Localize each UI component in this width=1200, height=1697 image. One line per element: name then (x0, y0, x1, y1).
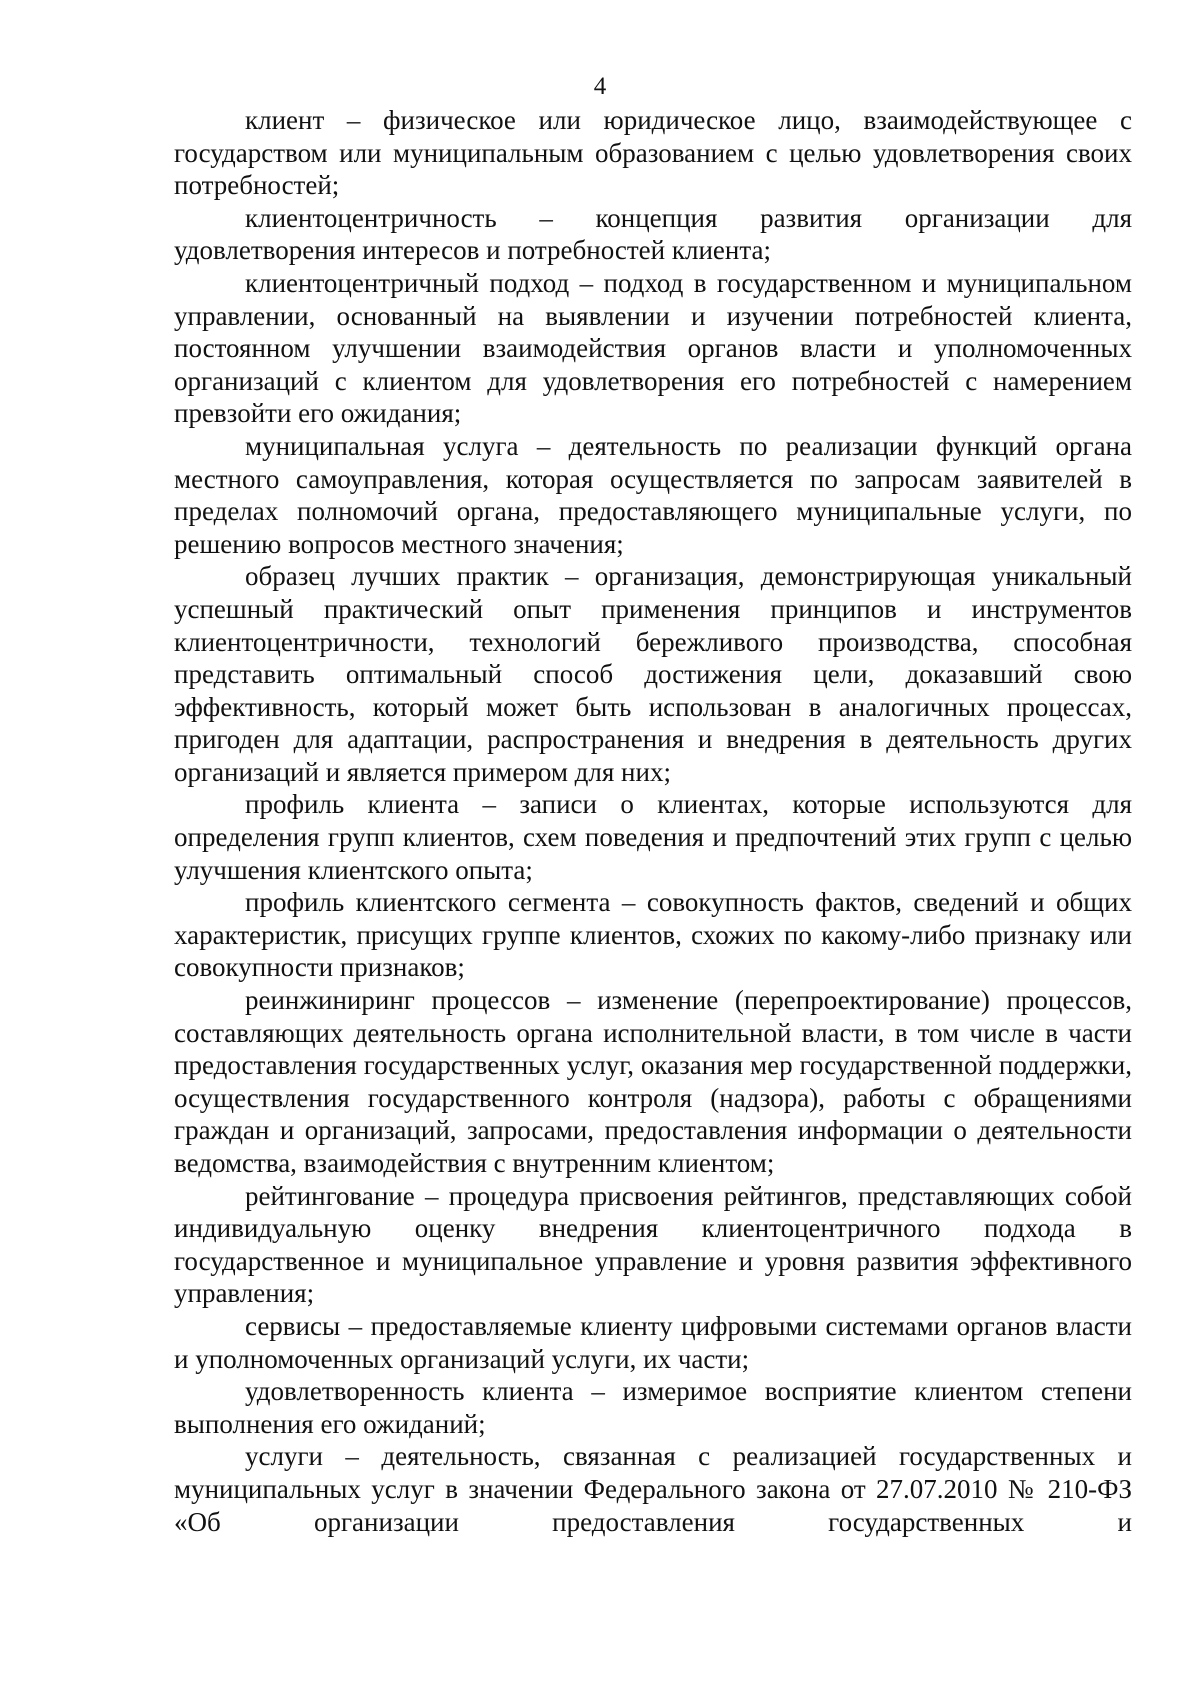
definition-paragraph: реинжиниринг процессов – изменение (перепроектирование) процессов, составляющих деятельность органа исполнительной власти, в том числе в части предоставления государственных услуг, оказания мер государственной поддержки, осуществления государственного контроля (надзора), работы с обращениями граждан и организаций, запросами, предоставления информации о деятельности ведомства, взаимодействия с внутренним клиентом; (174, 985, 1132, 1178)
definition-paragraph: клиент – физическое или юридическое лицо, взаимодействующее с государством или муниципальным образованием с целью удовлетворения своих потребностей; (174, 105, 1132, 201)
definition-paragraph: клиентоцентричность – концепция развития организации для удовлетворения интересов и потребностей клиента; (174, 202, 1132, 266)
page-number: 4 (593, 73, 607, 100)
definition-paragraph: рейтингование – процедура присвоения рейтингов, представляющих собой индивидуальную оценку внедрения клиентоцентричного подхода в государственное и муниципальное управление и уровня развития эффективного управления; (174, 1180, 1132, 1309)
definition-paragraph: профиль клиента – записи о клиентах, которые используются для определения групп клиентов, схем поведения и предпочтений этих групп с целью улучшения клиентского опыта; (174, 789, 1132, 885)
definition-paragraph: услуги – деятельность, связанная с реализацией государственных и муниципальных услуг в значении Федерального закона от 27.07.2010 № 210-ФЗ «Об организации предоставления государственных и (174, 1441, 1132, 1537)
definition-paragraph: клиентоцентричный подход – подход в государственном и муниципальном управлении, основанный на выявлении и изучении потребностей клиента, постоянном улучшении взаимодействия органов власти и уполномоченных организаций с клиентом для удовлетворения его потребностей с намерением превзойти его ожидания; (174, 267, 1132, 429)
definition-paragraph: образец лучших практик – организация, демонстрирующая уникальный успешный практический опыт применения принципов и инструментов клиентоцентричности, технологий бережливого производства, способная представить оптимальный способ достижения цели, доказавший свою эффективность, который может быть использован в аналогичных процессах, пригоден для адаптации, распространения и внедрения в деятельность других организаций и является примером для них; (174, 561, 1132, 787)
document-body (174, 104, 1132, 1538)
definition-paragraph: сервисы – предоставляемые клиенту цифровыми системами органов власти и уполномоченных организаций услуги, их части; (174, 1310, 1132, 1374)
definition-paragraph: удовлетворенность клиента – измеримое восприятие клиентом степени выполнения его ожиданий; (174, 1376, 1132, 1439)
definition-paragraph: профиль клиентского сегмента – совокупность фактов, сведений и общих характеристик, присущих группе клиентов, схожих по какому-либо признаку или совокупности признаков; (174, 887, 1132, 983)
definition-paragraph: муниципальная услуга – деятельность по реализации функций органа местного самоуправления, которая осуществляется по запросам заявителей в пределах полномочий органа, предоставляющего муниципальные услуги, по решению вопросов местного значения; (174, 430, 1132, 559)
